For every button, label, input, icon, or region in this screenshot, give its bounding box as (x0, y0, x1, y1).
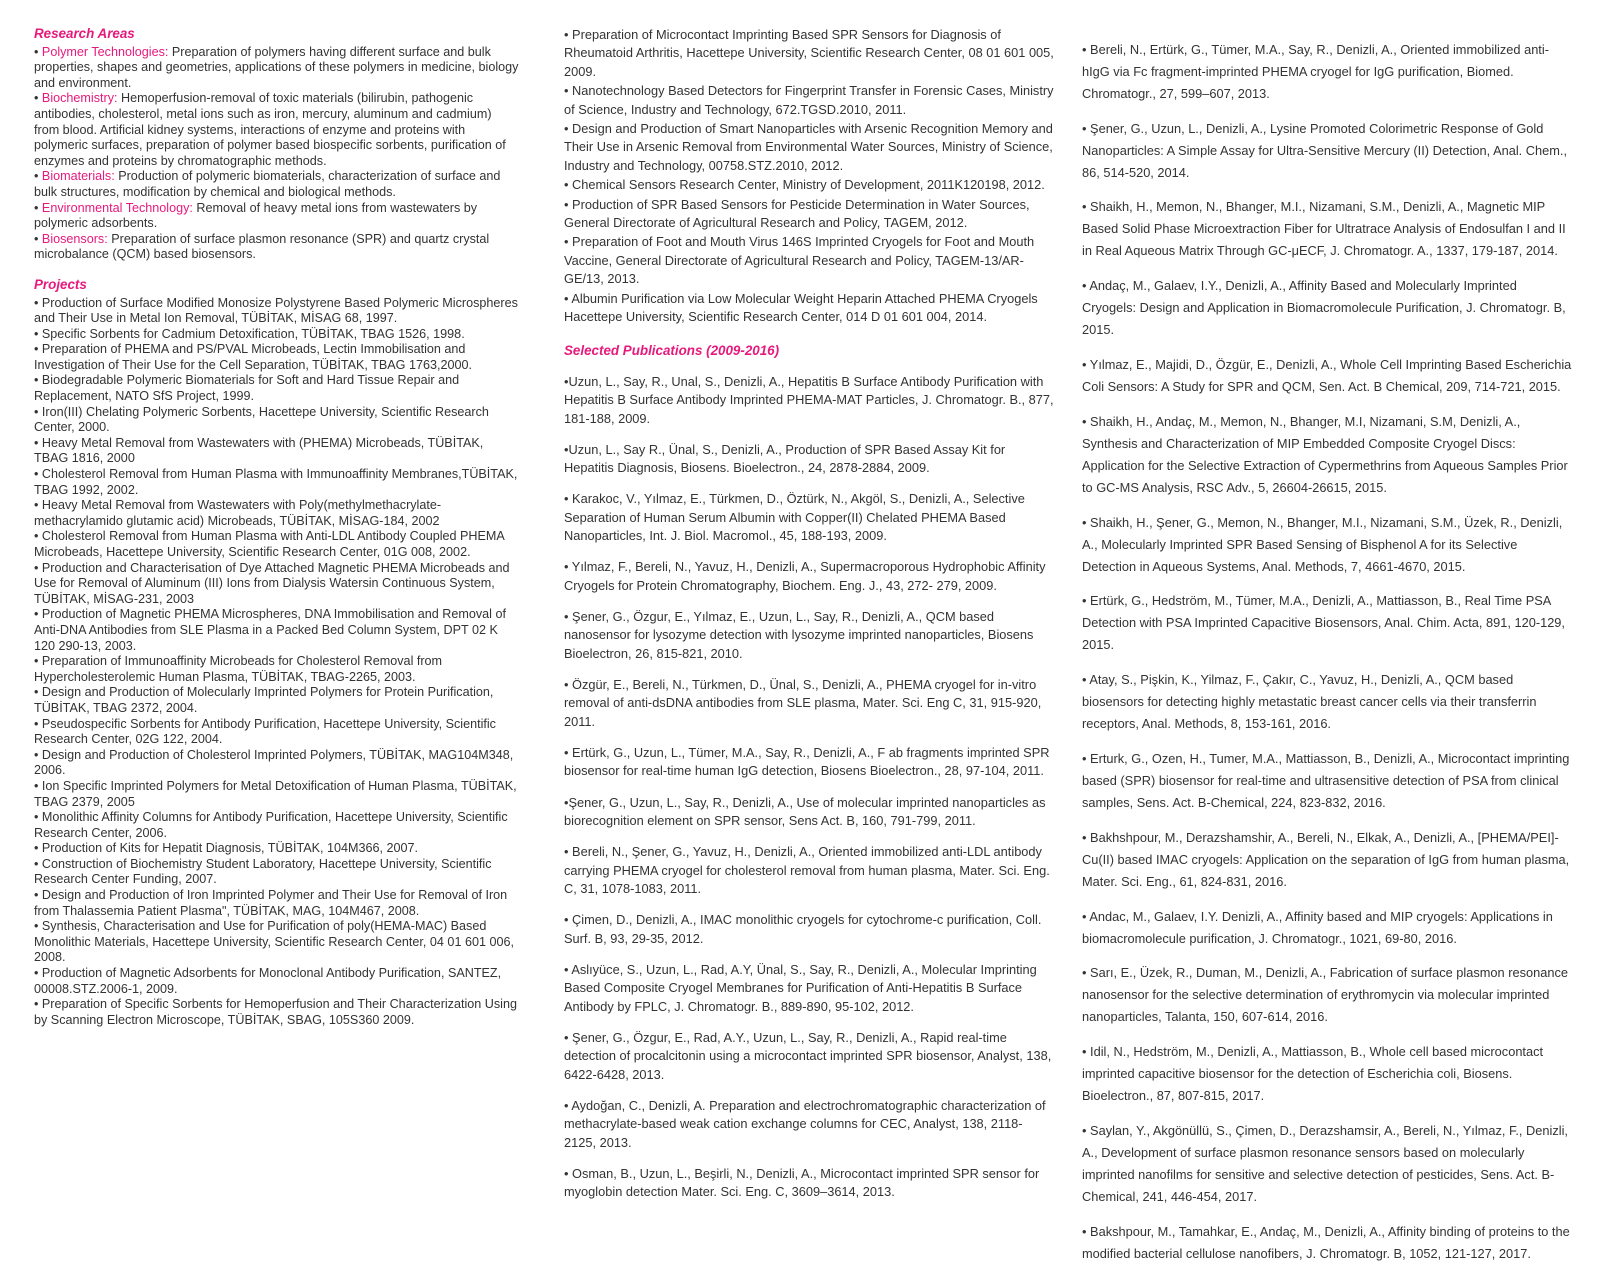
publication-item: •Uzun, L., Say R., Ünal, S., Denizli, A., Production of SPR Based Assay Kit for Hepatitis Diagnosis, Biosens. Bioelectron., 24, 2878-2884, 2009. (564, 441, 1006, 476)
project-item: • Chemical Sensors Research Center, Ministry of Development, 2011K120198, 2012. (564, 177, 1045, 193)
publication-item: • Andac, M., Galaev, I.Y. Denizli, A., Affinity based and MIP cryogels: Applications in biomacromolecule purification, J. Chromatogr., 1021, 69-80, 2016. (1082, 908, 1553, 946)
project-item: • Albumin Purification via Low Molecular Weight Heparin Attached PHEMA Cryogels Hacettepe University, Scientific Research Center, 014 D 01 601 004, 2014. (564, 290, 1038, 325)
project-item: • Synthesis, Characterisation and Use for Purification of poly(HEMA-MAC) Based Monolithic Materials, Hacettepe University, Scientific Research Center, 04 01 601 006, 2008. (34, 919, 514, 965)
project-item: • Production of Magnetic PHEMA Microspheres, DNA Immobilisation and Removal of Anti-DNA Antibodies from SLE Plasma in a Packed Bed Column System, DPT 02 K 120 290-13, 2003. (34, 607, 506, 653)
project-item: • Construction of Biochemistry Student Laboratory, Hacettepe University, Scientific Research Center Funding, 2007. (34, 856, 492, 887)
publications-heading: Selected Publications (2009-2016) (564, 342, 780, 358)
project-item: • Design and Production of Smart Nanoparticles with Arsenic Recognition Memory and Their Use in Arsenic Removal from Environmental Water Sources, Ministry of Science, Industry and Technology, 00758.STZ.2010, 2012. (564, 121, 1053, 173)
project-item: • Design and Production of Cholesterol Imprinted Polymers, TÜBİTAK, MAG104M348, 2006. (34, 747, 514, 778)
publications-list-right (1082, 39, 1574, 1265)
project-item: • Production of Magnetic Adsorbents for Monoclonal Antibody Purification, SANTEZ, 00008.STZ.2006-1, 2009. (34, 966, 502, 996)
project-item: • Preparation of Foot and Mouth Virus 146S Imprinted Cryogels for Foot and Mouth Vaccine, General Directorate of Agricultural Research and Policy, TAGEM-13/AR-GE/13, 2013. (564, 234, 1035, 287)
publication-item: • Şener, G., Uzun, L., Denizli, A., Lysine Promoted Colorimetric Response of Gold Nanoparticles: A Simple Assay for Ultra-Sensitive Mercury (II) Detection, Anal. Chem., 86, 514-520, 2014. (1082, 120, 1568, 180)
project-item: • Cholesterol Removal from Human Plasma with Immunoaffinity Membranes,TÜBİTAK, TBAG 1992, 2002. (34, 467, 518, 497)
research-area-item: • Environmental Technology: Removal of heavy metal ions from wastewaters by polymeric adsorbents. (34, 200, 478, 231)
project-item: • Nanotechnology Based Detectors for Fingerprint Transfer in Forensic Cases, Ministry of Science, Industry and Technology, 672.TGSD.2010, 2011. (564, 83, 1054, 117)
research-area-label: Biomaterials: (41, 169, 115, 184)
project-item: • Preparation of PHEMA and PS/PVAL Microbeads, Lectin Immobilisation and Investigation of Their Use for the Cell Separation, TÜBİTAK, TBAG 1763,2000. (34, 342, 472, 372)
publication-item: • Atay, S., Pişkin, K., Yilmaz, F., Çakır, C., Yavuz, H., Denizli, A., QCM based biosensors for detecting highly metastatic breast cancer cells via their transferrin receptors, Anal. Methods, 8, 153-161, 2016. (1082, 672, 1537, 732)
research-area-label: Polymer Technologies: (41, 44, 169, 59)
publication-item: • Özgür, E., Bereli, N., Türkmen, D., Ünal, S., Denizli, A., PHEMA cryogel for in-vitro removal of anti-dsDNA antibodies from SLE plasma, Mater. Sci. Eng C, 31, 915-920, 2011. (564, 676, 1042, 729)
project-item: • Iron(III) Chelating Polymeric Sorbents, Hacettepe University, Scientific Research Center, 2000. (34, 404, 489, 435)
publication-item: • Saylan, Y., Akgönüllü, S., Çimen, D., Derazshamsir, A., Bereli, N., Yılmaz, F., Denizli, A., Development of surface plasmon resonance sensors based on molecularly imprinted nanofilms for sensitive and selective detection of pesticides, Sens. Act. B-Chemical, 241, 446-454, 2017. (1082, 1122, 1568, 1204)
publication-item: • Bereli, N., Ertürk, G., Tümer, M.A., Say, R., Denizli, A., Oriented immobilized anti-hIgG via Fc fragment-imprinted PHEMA cryogel for IgG purification, Biomed. Chromatogr., 27, 599–607, 2013. (1082, 41, 1549, 101)
research-area-item: • Biosensors: Preparation of surface plasmon resonance (SPR) and quartz crystal microbalance (QCM) based biosensors. (34, 231, 490, 262)
research-area-text: Preparation of polymers having different surface and bulk properties, shapes and geometries, applications of these polymers in medicine, biology and environment. (34, 44, 519, 90)
publication-item: • Shaikh, H., Andaç, M., Memon, N., Bhanger, M.I, Nizamani, S.M, Denizli, A., Synthesis and Characterization of MIP Embedded Composite Cryogel Discs: Application for the Selective Extraction of Cypermethrins from Aqueous Samples Prior to GC-MS Analysis, RSC Adv., 5, 26604-26615, 2015. (1082, 413, 1568, 495)
publication-item: •Uzun, L., Say, R., Unal, S., Denizli, A., Hepatitis B Surface Antibody Purification with Hepatitis B Surface Antibody Imprinted PHEMA-MAT Particles, J. Chromatogr. B., 877, 181-188, 2009. (564, 373, 1054, 426)
publication-item: • Yılmaz, E., Majidi, D., Özgür, E., Denizli, A., Whole Cell Imprinting Based Escherichia Coli Sensors: A Study for SPR and QCM, Sen. Act. B Chemical, 209, 714-721, 2015. (1082, 356, 1572, 394)
project-item: • Heavy Metal Removal from Wastewaters with (PHEMA) Microbeads, TÜBİTAK, TBAG 1816, 2000 (34, 435, 484, 466)
project-item: • Production of Kits for Hepatit Diagnosis, TÜBİTAK, 104M366, 2007. (34, 841, 419, 856)
projects-heading: Projects (34, 276, 87, 292)
project-item: • Production of Surface Modified Monosize Polystyrene Based Polymeric Microspheres and Their Use in Metal Ion Removal, TÜBİTAK, MİSAG 68, 1997. (34, 295, 518, 326)
research-area-item: • Biochemistry: Hemoperfusion-removal of toxic materials (bilirubin, pathogenic antibodies, cholesterol, metal ions such as iron, mercury, aluminum and cadmium) from blood. Artificial kidney systems, interactions of enzyme and proteins with polymeric surfaces, preparation of polymer based biospecific sorbents, purification of enzymes and proteins by chromatographic methods. (34, 91, 506, 168)
publication-item: • Andaç, M., Galaev, I.Y., Denizli, A., Affinity Based and Molecularly Imprinted Cryogels: Design and Application in Biomacromolecule Purification, J. Chromatogr. B, 2015. (1082, 278, 1566, 338)
publications-list-middle (564, 373, 1054, 1202)
project-item: • Production and Characterisation of Dye Attached Magnetic PHEMA Microbeads and Use for Removal of Aluminum (III) Ions from Dialysis Watersin Continuous System, TÜBİTAK, MİSAG-231, 2003 (34, 560, 510, 606)
publication-item: • Bakshpour, M., Tamahkar, E., Andaç, M., Denizli, A., Affinity binding of proteins to the modified bacterial cellulose nanofibers, J. Chromatogr. B, 1052, 121-127, 2017. (1082, 1223, 1570, 1261)
research-area-label: Biochemistry: (41, 91, 118, 106)
publication-item: • Sarı, E., Üzek, R., Duman, M., Denizli, A., Fabrication of surface plasmon resonance nanosensor for the selective determination of erythromycin via molecular imprinted nanoparticles, Talanta, 150, 607-614, 2016. (1082, 965, 1568, 1025)
research-area-label: Environmental Technology: (41, 200, 193, 215)
project-item: • Production of SPR Based Sensors for Pesticide Determination in Water Sources, General Directorate of Agricultural Research and Policy, TAGEM, 2012. (564, 196, 1030, 231)
publication-item: • Ertürk, G., Uzun, L., Tümer, M.A., Say, R., Denizli, A., F ab fragments imprinted SPR biosensor for real-time human IgG detection, Biosens Bioelectron., 28, 97-104, 2011. (564, 744, 1050, 779)
projects-continued-list (564, 26, 1054, 327)
research-area-label: Biosensors: (41, 231, 108, 246)
publication-item: • Bereli, N., Şener, G., Yavuz, H., Denizli, A., Oriented immobilized anti-LDL antibody carrying PHEMA cryogel for cholesterol removal from human plasma, Mater. Sci. Eng. C, 31, 1078-1083, 2011. (564, 844, 1050, 897)
research-area-text: Removal of heavy metal ions from wastewaters by polymeric adsorbents. (34, 200, 478, 231)
project-item: • Preparation of Microcontact Imprinting Based SPR Sensors for Diagnosis of Rheumatoid Arthritis, Hacettepe University, Scientific Research Center, 08 01 601 005, 2009. (564, 27, 1054, 79)
research-area-item: • Biomaterials: Production of polymeric biomaterials, characterization of surface and bulk structures, modification by chemical and biological methods. (34, 169, 501, 199)
column-right (1082, 26, 1574, 1265)
project-item: • Pseudospecific Sorbents for Antibody Purification, Hacettepe University, Scientific Research Center, 02G 122, 2004. (34, 716, 496, 747)
publication-item: • Yılmaz, F., Bereli, N., Yavuz, H., Denizli, A., Supermacroporous Hydrophobic Affinity Cryogels for Protein Chromatography, Biochem. Eng. J., 43, 272- 279, 2009. (564, 559, 1046, 593)
publication-item: • Bakhshpour, M., Derazshamshir, A., Bereli, N., Elkak, A., Denizli, A., [PHEMA/PEI]-Cu(II) based IMAC cryogels: Application on the separation of IgG from human plasma, Mater. Sci. Eng., 61, 824-831, 2016. (1082, 829, 1570, 889)
publication-item: • Aydoğan, C., Denizli, A. Preparation and electrochromatographic characterization of methacrylate-based weak cation exchange columns for CEC, Analyst, 138, 2118-2125, 2013. (564, 1097, 1046, 1150)
column-left (34, 26, 520, 1028)
projects-list (34, 296, 520, 1029)
publication-item: • Şener, G., Özgur, E., Rad, A.Y., Uzun, L., Say, R., Denizli, A., Rapid real-time detection of procalcitonin using a microcontact imprinted SPR biosensor, Analyst, 138, 6422-6428, 2013. (564, 1029, 1052, 1082)
research-area-text: Preparation of surface plasmon resonance (SPR) and quartz crystal microbalance (QCM) based biosensors. (34, 231, 490, 262)
project-item: • Monolithic Affinity Columns for Antibody Purification, Hacettepe University, Scientific Research Center, 2006. (34, 810, 508, 840)
publication-item: • Çimen, D., Denizli, A., IMAC monolithic cryogels for cytochrome-c purification, Coll. Surf. B, 93, 29-35, 2012. (564, 912, 1042, 946)
research-area-text: Production of polymeric biomaterials, characterization of surface and bulk structures, modification by chemical and biological methods. (34, 169, 501, 199)
publication-item: • Şener, G., Özgur, E., Yılmaz, E., Uzun, L., Say, R., Denizli, A., QCM based nanosensor for lysozyme detection with lysozyme imprinted nanoparticles, Biosens Bioelectron, 26, 815-821, 2010. (564, 608, 1034, 661)
publication-item: • Shaikh, H., Memon, N., Bhanger, M.I., Nizamani, S.M., Denizli, A., Magnetic MIP Based Solid Phase Microextraction Fiber for Ultratrace Analysis of Endosulfan I and II in Real Aqueous Matrix Through GC-μECF, J. Chromatogr. A., 1337, 179-187, 2014. (1082, 199, 1566, 259)
publication-item: •Şener, G., Uzun, L., Say, R., Denizli, A., Use of molecular imprinted nanoparticles as biorecognition element on SPR sensor, Sens Act. B, 160, 791-799, 2011. (564, 794, 1046, 828)
project-item: • Ion Specific Imprinted Polymers for Metal Detoxification of Human Plasma, TÜBİTAK, TBAG 2379, 2005 (34, 778, 517, 809)
project-item: • Cholesterol Removal from Human Plasma with Anti-LDL Antibody Coupled PHEMA Microbeads, Hacettepe University, Scientific Research Center, 01G 008, 2002. (34, 529, 505, 559)
research-area-text: Hemoperfusion-removal of toxic materials (bilirubin, pathogenic antibodies, cholesterol, metal ions such as iron, mercury, aluminum and cadmium) from blood. Artificial kidney systems, interactions of enzyme and proteins with polymeric surfaces, preparation of polymer based biospecific sorbents, purification of enzymes and proteins by chromatographic methods. (34, 91, 506, 168)
project-item: • Heavy Metal Removal from Wastewaters with Poly(methylmethacrylate-methacrylamido glutamic acid) Microbeads, TÜBİTAK, MİSAG-184, 2002 (34, 498, 442, 528)
publication-item: • Karakoc, V., Yılmaz, E., Türkmen, D., Öztürk, N., Akgöl, S., Denizli, A., Selective Separation of Human Serum Albumin with Copper(II) Chelated PHEMA Based Nanoparticles, Int. J. Biol. Macromol., 45, 188-193, 2009. (564, 491, 1025, 544)
project-item: • Design and Production of Molecularly Imprinted Polymers for Protein Purification, TÜBİTAK, TBAG 2372, 2004. (34, 685, 494, 715)
publication-item: • Shaikh, H., Şener, G., Memon, N., Bhanger, M.I., Nizamani, S.M., Üzek, R., Denizli, A., Molecularly Imprinted SPR Based Sensing of Bisphenol A for its Selective Detection in Aqueous Systems, Anal. Methods, 7, 4661-4670, 2015. (1082, 514, 1563, 574)
publication-item: • Erturk, G., Ozen, H., Tumer, M.A., Mattiasson, B., Denizli, A., Microcontact imprinting based (SPR) biosensor for real-time and ultrasensitive detection of PSA from clinical samples, Sens. Act. B-Chemical, 224, 823-832, 2016. (1082, 750, 1570, 810)
publication-item: • Idil, N., Hedström, M., Denizli, A., Mattiasson, B., Whole cell based microcontact imprinted capacitive biosensor for the detection of Escherichia coli, Biosens. Bioelectron., 87, 807-815, 2017. (1082, 1044, 1544, 1104)
project-item: • Design and Production of Iron Imprinted Polymer and Their Use for Removal of Iron from Thalassemia Patient Plasma", TÜBİTAK, MAG, 104M467, 2008. (34, 888, 508, 918)
project-item: • Preparation of Specific Sorbents for Hemoperfusion and Their Characterization Using by Scanning Electron Microscope, TÜBİTAK, SBAG, 105S360 2009. (34, 997, 517, 1027)
research-areas-heading: Research Areas (34, 26, 135, 41)
project-item: • Biodegradable Polymeric Biomaterials for Soft and Hard Tissue Repair and Replacement, NATO SfS Project, 1999. (34, 373, 460, 404)
publication-item: • Aslıyüce, S., Uzun, L., Rad, A.Y, Ünal, S., Say, R., Denizli, A., Molecular Imprinting Based Composite Cryogel Membranes for Purification of Anti-Hepatitis B Surface Antibody by FPLC, J. Chromatogr. B., 889-890, 95-102, 2012. (564, 961, 1037, 1014)
project-item: • Specific Sorbents for Cadmium Detoxification, TÜBİTAK, TBAG 1526, 1998. (34, 326, 465, 341)
publication-item: • Osman, B., Uzun, L., Beşirli, N., Denizli, A., Microcontact imprinted SPR sensor for myoglobin detection Mater. Sci. Eng. C, 3609–3614, 2013. (564, 1165, 1040, 1200)
project-item: • Preparation of Immunoaffinity Microbeads for Cholesterol Removal from Hypercholesterolemic Human Plasma, TÜBİTAK, TBAG-2265, 2003. (34, 654, 443, 684)
research-area-item: • Polymer Technologies: Preparation of polymers having different surface and bulk properties, shapes and geometries, applications of these polymers in medicine, biology and environment. (34, 44, 519, 90)
research-areas-list (34, 45, 520, 263)
publication-item: • Ertürk, G., Hedström, M., Tümer, M.A., Denizli, A., Mattiasson, B., Real Time PSA Detection with PSA Imprinted Capacitive Biosensors, Anal. Chim. Acta, 891, 120-129, 2015. (1082, 593, 1565, 653)
column-middle (564, 26, 1054, 1203)
